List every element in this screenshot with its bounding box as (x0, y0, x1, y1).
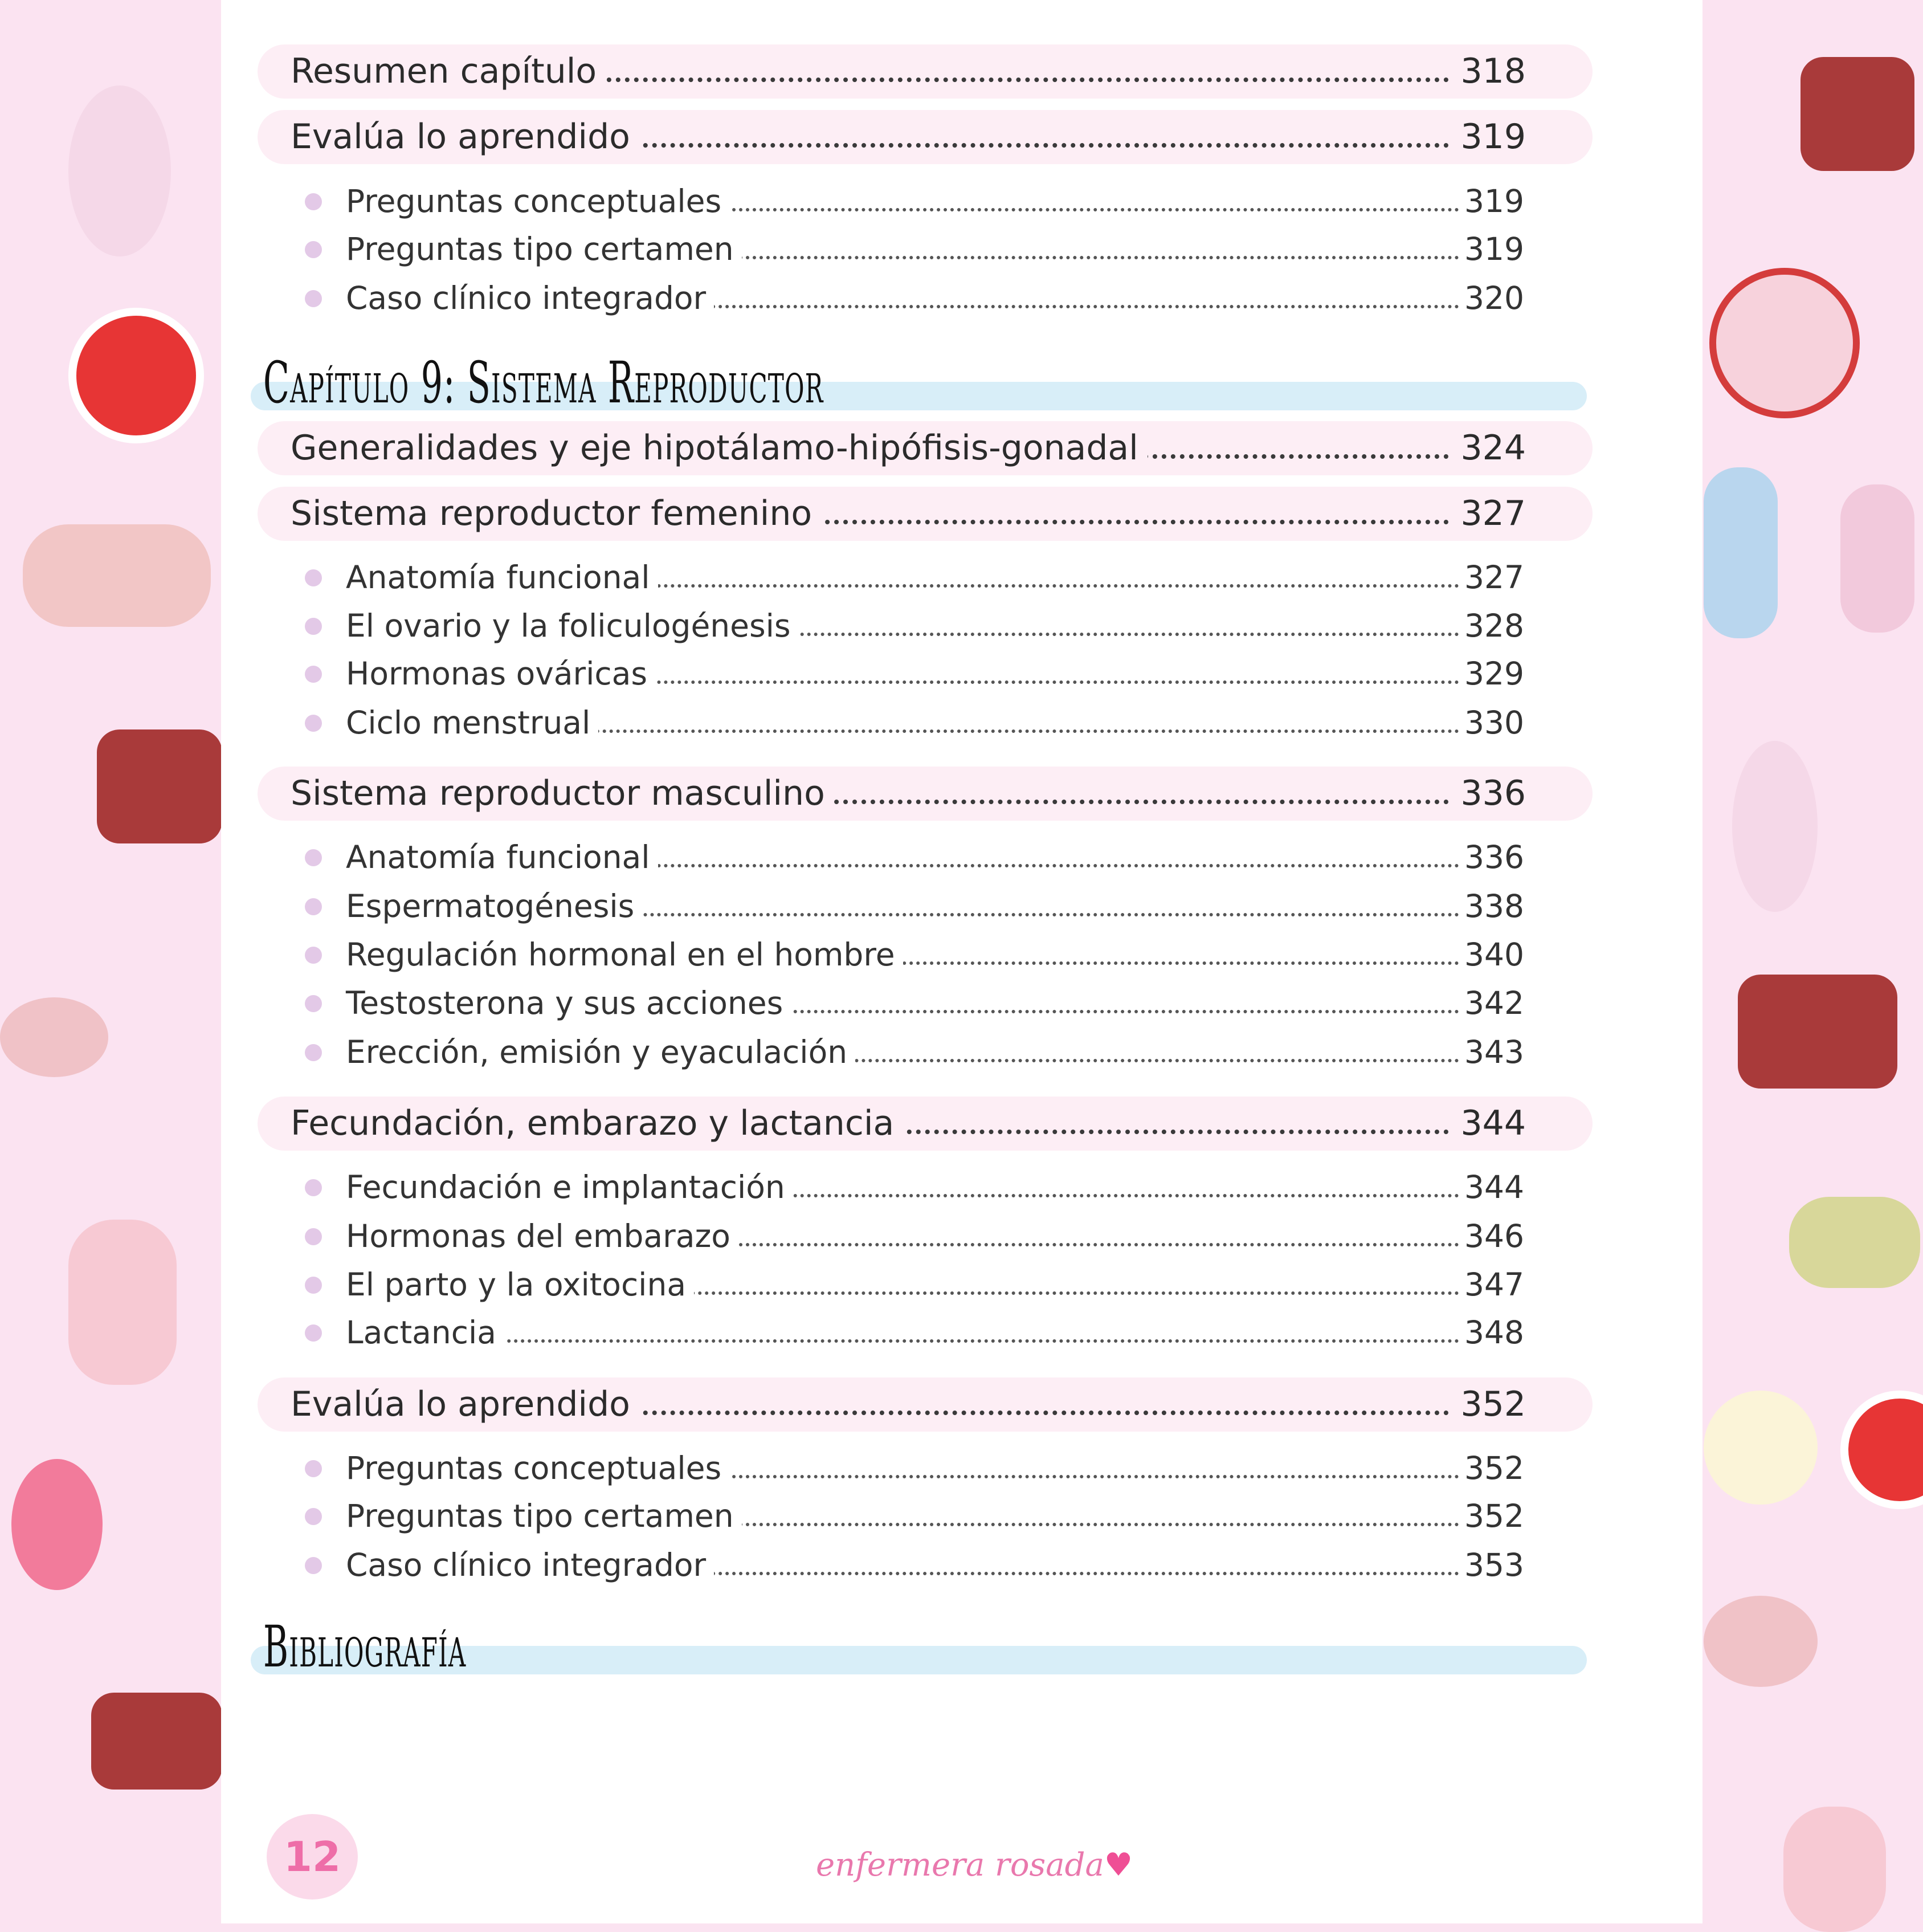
illustration-red-blood-cell-icon (1840, 1391, 1923, 1509)
toc-subentry-page: 344 (1460, 1164, 1524, 1210)
toc-subentry-title: Regulación hormonal en el hombre (346, 932, 903, 977)
illustration-pancreas-icon (23, 524, 211, 627)
bullet-icon (305, 995, 322, 1012)
toc-entry-title: Fecundación, embarazo y lactancia (291, 1097, 903, 1151)
toc-subentry[interactable] (305, 603, 1524, 649)
illustration-neuron-icon (1732, 741, 1818, 912)
toc-subentry-title: El parto y la oxitocina (346, 1262, 694, 1307)
bullet-icon (305, 569, 322, 586)
toc-entry-page: 319 (1451, 110, 1526, 164)
toc-subentry-title: Lactancia (346, 1310, 504, 1355)
toc-subentry-title: Testosterona y sus acciones (346, 980, 791, 1026)
toc-entry-fecundacion[interactable] (258, 1097, 1593, 1151)
illustration-liver-icon (97, 729, 222, 843)
bullet-icon (305, 618, 322, 635)
bullet-icon (305, 1460, 322, 1477)
toc-subentry-page: 319 (1460, 226, 1524, 272)
toc-subentry-title: El ovario y la foliculogénesis (346, 603, 799, 649)
toc-subentry-title: Anatomía funcional (346, 834, 658, 880)
bullet-icon (305, 241, 322, 258)
toc-subentry-page: 330 (1460, 700, 1524, 745)
illustration-neuron-icon (68, 85, 171, 256)
illustration-kidney-icon (11, 1459, 103, 1590)
bullet-icon (305, 1508, 322, 1525)
bullet-icon (305, 1324, 322, 1342)
toc-subentry[interactable] (305, 1445, 1524, 1491)
toc-subentry-page: 346 (1460, 1213, 1524, 1259)
toc-subentry[interactable] (305, 226, 1524, 272)
toc-entry-generalidades[interactable] (258, 421, 1593, 475)
toc-subentry[interactable] (305, 1164, 1524, 1210)
illustration-villus-icon (1783, 1807, 1886, 1932)
toc-subentry-title: Anatomía funcional (346, 555, 658, 600)
toc-entry-page: 344 (1451, 1097, 1526, 1151)
illustration-follicle-icon (1709, 268, 1860, 418)
toc-subentry-page: 327 (1460, 555, 1524, 600)
bullet-icon (305, 898, 322, 915)
bullet-icon (305, 666, 322, 683)
toc-subentry-page: 353 (1460, 1542, 1524, 1588)
heart-icon: ♥ (1104, 1847, 1133, 1884)
bullet-icon (305, 193, 322, 210)
bullet-icon (305, 1179, 322, 1196)
toc-entry-resumen-capitulo[interactable] (258, 44, 1593, 99)
toc-entry-sistema-masculino[interactable] (258, 767, 1593, 821)
toc-subentry[interactable] (305, 555, 1524, 600)
toc-entry-sistema-femenino[interactable] (258, 487, 1593, 541)
bibliography-title: Bibliografía (263, 1613, 467, 1680)
toc-subentry-title: Ciclo menstrual (346, 700, 598, 745)
toc-subentry[interactable] (305, 1262, 1524, 1307)
bullet-icon (305, 1557, 322, 1574)
toc-subentry-title: Caso clínico integrador (346, 275, 714, 321)
toc-subentry[interactable] (305, 1029, 1524, 1075)
toc-entry-page: 352 (1451, 1377, 1526, 1432)
toc-entry-title: Generalidades y eje hipotálamo-hipófisis-gonadal (291, 421, 1148, 475)
toc-subentry[interactable] (305, 932, 1524, 977)
bullet-icon (305, 290, 322, 307)
toc-entry-page: 327 (1451, 487, 1526, 541)
toc-subentry-page: 319 (1460, 178, 1524, 224)
toc-subentry-page: 342 (1460, 980, 1524, 1026)
illustration-villus-icon (1840, 484, 1914, 633)
brand-name: enfermera rosada (816, 1847, 1104, 1884)
toc-subentry-title: Fecundación e implantación (346, 1164, 793, 1210)
toc-subentry-title: Espermatogénesis (346, 883, 642, 929)
toc-entry-title: Evalúa lo aprendido (291, 1377, 639, 1432)
toc-entry-page: 324 (1451, 421, 1526, 475)
toc-subentry-title: Preguntas tipo certamen (346, 226, 742, 272)
toc-subentry-page: 338 (1460, 883, 1524, 929)
illustration-ovary-icon (1704, 1596, 1818, 1687)
toc-subentry[interactable] (305, 883, 1524, 929)
toc-subentry-title: Preguntas tipo certamen (346, 1493, 742, 1539)
toc-subentry-title: Erección, emisión y eyaculación (346, 1029, 855, 1075)
illustration-pancreas-icon (1789, 1197, 1920, 1288)
toc-subentry-title: Hormonas ováricas (346, 651, 655, 696)
toc-subentry-page: 328 (1460, 603, 1524, 649)
toc-subentry[interactable] (305, 834, 1524, 880)
bullet-icon (305, 715, 322, 732)
toc-subentry[interactable] (305, 700, 1524, 745)
illustration-villus-icon (68, 1220, 177, 1385)
toc-subentry-page: 352 (1460, 1493, 1524, 1539)
toc-entry-title: Evalúa lo aprendido (291, 110, 639, 164)
toc-subentry-page: 336 (1460, 834, 1524, 880)
toc-subentry-title: Hormonas del embarazo (346, 1213, 738, 1259)
bullet-icon (305, 849, 322, 866)
illustration-liver-icon (1800, 57, 1914, 171)
toc-subentry[interactable] (305, 1213, 1524, 1259)
toc-entry-page: 336 (1451, 767, 1526, 821)
brand-signature (816, 1847, 1133, 1884)
illustration-brainstem-icon (1704, 467, 1778, 638)
toc-subentry-page: 340 (1460, 932, 1524, 977)
toc-subentry-page: 320 (1460, 275, 1524, 321)
toc-subentry-title: Preguntas conceptuales (346, 1445, 729, 1491)
illustration-white-blood-cell-icon (1704, 1391, 1818, 1505)
toc-subentry[interactable] (305, 980, 1524, 1026)
illustration-liver-icon (1738, 975, 1897, 1089)
toc-subentry-title: Preguntas conceptuales (346, 178, 729, 224)
toc-subentry-title: Caso clínico integrador (346, 1542, 714, 1588)
bullet-icon (305, 1277, 322, 1294)
toc-subentry[interactable] (305, 1542, 1524, 1588)
toc-entry-page: 318 (1451, 44, 1526, 99)
bullet-icon (305, 1228, 322, 1245)
illustration-red-blood-cell-icon (68, 308, 204, 443)
toc-subentry-page: 343 (1460, 1029, 1524, 1075)
toc-entry-evalua-lo-aprendido[interactable] (258, 1377, 1593, 1432)
chapter-heading (251, 342, 1587, 416)
toc-entry-title: Resumen capítulo (291, 44, 606, 99)
dot-leader (350, 1339, 1473, 1343)
toc-entry-evalua-lo-aprendido[interactable] (258, 110, 1593, 164)
toc-subentry[interactable] (305, 1310, 1524, 1355)
toc-subentry-page: 348 (1460, 1310, 1524, 1355)
bullet-icon (305, 947, 322, 964)
toc-subentry-page: 329 (1460, 651, 1524, 696)
toc-subentry-page: 352 (1460, 1445, 1524, 1491)
toc-subentry[interactable] (305, 1493, 1524, 1539)
bullet-icon (305, 1044, 322, 1061)
toc-subentry[interactable] (305, 275, 1524, 321)
page-number-badge: 12 (267, 1814, 358, 1900)
toc-entry-title: Sistema reproductor femenino (291, 487, 821, 541)
illustration-liver-icon (91, 1693, 222, 1790)
toc-subentry[interactable] (305, 178, 1524, 224)
toc-entry-title: Sistema reproductor masculino (291, 767, 834, 821)
toc-subentry-page: 347 (1460, 1262, 1524, 1307)
chapter-title: Capítulo 9: Sistema Reproductor (263, 349, 824, 416)
toc-subentry[interactable] (305, 651, 1524, 696)
illustration-ovary-icon (0, 997, 108, 1077)
bibliography-heading[interactable] (251, 1606, 1587, 1680)
